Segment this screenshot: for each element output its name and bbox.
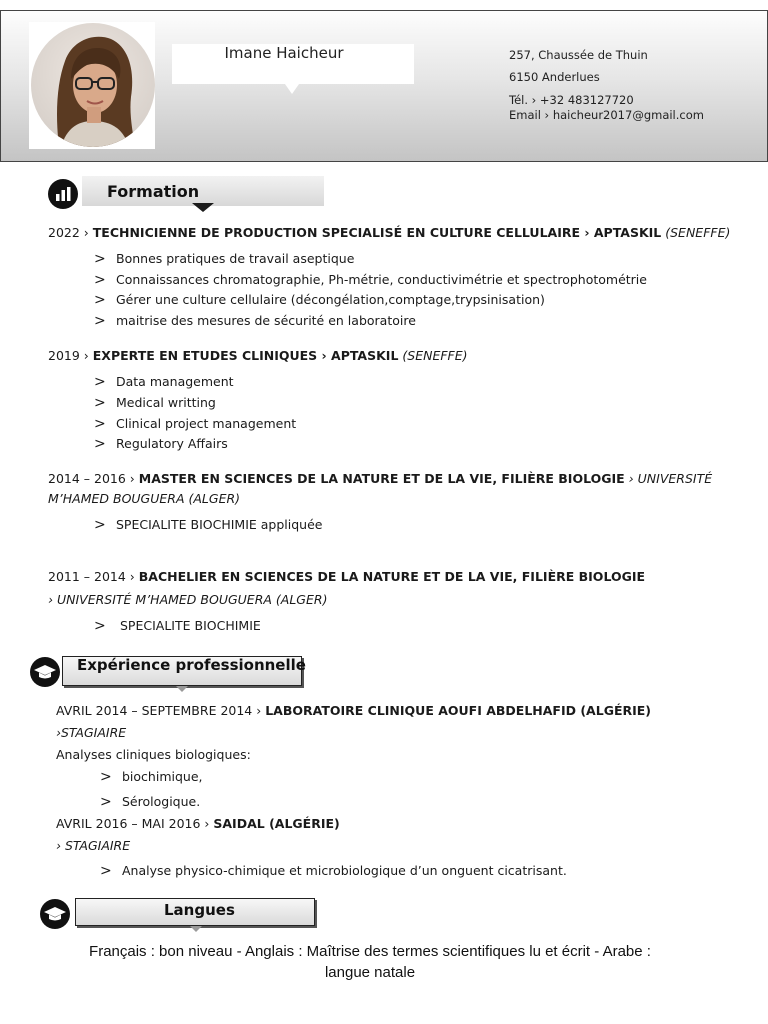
experience-entry-2-role — [56, 838, 130, 853]
entry-title: BACHELIER EN SCIENCES DE LA NATURE ET DE LA VIE, FILIÈRE BIOLOGIE — [138, 569, 646, 584]
formation-banner-pointer — [192, 203, 214, 212]
bullet-arrow-icon: > — [94, 251, 106, 267]
phone-line: Tél. › +32 483127720 — [509, 93, 634, 107]
bullet-arrow-icon: > — [94, 292, 106, 308]
formation-title: Formation — [107, 182, 200, 201]
entry-date: 2019 › — [48, 348, 93, 363]
entry-place: (SENEFFE) — [661, 225, 731, 240]
bullet-arrow-icon: > — [94, 313, 106, 329]
bullet-arrow-icon: > — [100, 794, 112, 810]
profile-photo-frame — [29, 22, 155, 149]
languages-line-2: langue natale — [324, 964, 416, 981]
entry-institution: › UNIVERSITÉ M’HAMED BOUGUERA (ALGER) — [48, 592, 328, 607]
langues-banner-pointer — [190, 926, 202, 932]
formation-entry-4-institution — [48, 592, 327, 607]
entry-institution: M’HAMED BOUGUERA (ALGER) — [48, 491, 241, 506]
formation-entry-4-heading — [48, 569, 645, 584]
full-name: Imane Haicheur — [224, 44, 344, 62]
profile-photo — [31, 23, 155, 147]
entry-date: AVRIL 2016 – MAI 2016 › — [56, 816, 214, 831]
experience-title: Expérience professionnelle — [77, 656, 306, 674]
languages-line-1: Français : bon niveau - Anglais : Maîtrise des termes scientifiques lu et écrit - Arabe : — [89, 943, 651, 960]
list-item: > Connaissances chromatographie, Ph-métrie, conductivimétrie et spectrophotométrie — [94, 272, 647, 288]
list-item: > Gérer une culture cellulaire (décongélation,comptage,trypsinisation) — [94, 292, 545, 308]
bar-chart-icon — [48, 179, 78, 209]
bullet-arrow-icon: > — [100, 863, 112, 879]
experience-entry-2-heading — [56, 816, 340, 831]
list-item: > Clinical project management — [94, 416, 297, 432]
formation-entry-3-institution — [48, 491, 240, 506]
formation-entry-1-heading — [48, 225, 730, 240]
list-item: > Medical writting — [94, 395, 216, 411]
entry-date: 2022 › — [48, 225, 93, 240]
entry-place: (SENEFFE) — [398, 348, 468, 363]
list-item: > SPECIALITE BIOCHIMIE — [94, 618, 261, 634]
graduation-cap-icon — [40, 899, 70, 929]
bullet-arrow-icon: > — [94, 618, 106, 634]
entry-role: ›STAGIAIRE — [56, 725, 127, 740]
formation-entry-2-heading — [48, 348, 468, 363]
bullet-arrow-icon: > — [94, 436, 106, 452]
experience-entry-1-heading — [56, 703, 651, 718]
entry-date: 2011 – 2014 › — [48, 569, 139, 584]
experience-banner-pointer — [176, 686, 188, 692]
list-item: > biochimique, — [100, 769, 203, 785]
city-line: 6150 Anderlues — [509, 70, 600, 84]
list-item: > Bonnes pratiques de travail aseptique — [94, 251, 355, 267]
entry-place: › UNIVERSITÉ — [624, 471, 713, 486]
list-item: > Regulatory Affairs — [94, 436, 228, 452]
list-item: > Data management — [94, 374, 234, 390]
formation-entry-3-heading — [48, 471, 712, 486]
list-item: > Sérologique. — [100, 794, 201, 810]
entry-title: EXPERTE EN ETUDES CLINIQUES › APTASKIL — [92, 348, 399, 363]
experience-entry-1-role — [56, 725, 126, 740]
entry-role: › STAGIAIRE — [56, 838, 131, 853]
graduation-cap-icon — [30, 657, 60, 687]
entry-title: LABORATOIRE CLINIQUE AOUFI ABDELHAFID (ALGÉRIE) — [265, 703, 652, 718]
bullet-arrow-icon: > — [94, 395, 106, 411]
entry-title: TECHNICIENNE DE PRODUCTION SPECIALISÉ EN CULTURE CELLULAIRE › APTASKIL — [92, 225, 662, 240]
langues-title: Langues — [164, 901, 235, 919]
entry-title: SAIDAL (ALGÉRIE) — [213, 816, 340, 831]
bullet-arrow-icon: > — [94, 416, 106, 432]
bullet-arrow-icon: > — [94, 517, 106, 533]
cv-header — [0, 10, 768, 162]
list-item: > SPECIALITE BIOCHIMIE appliquée — [94, 517, 323, 533]
list-item: > maitrise des mesures de sécurité en laboratoire — [94, 313, 416, 329]
email-line: Email › haicheur2017@gmail.com — [509, 108, 704, 122]
experience-entry-1-desc: Analyses cliniques biologiques: — [56, 747, 251, 762]
name-callout — [172, 44, 414, 84]
bullet-arrow-icon: > — [94, 272, 106, 288]
entry-date: AVRIL 2014 – SEPTEMBRE 2014 › — [56, 703, 266, 718]
list-item: > Analyse physico-chimique et microbiologique d’un onguent cicatrisant. — [100, 863, 567, 879]
address-line: 257, Chaussée de Thuin — [509, 48, 648, 62]
entry-date: 2014 – 2016 › — [48, 471, 139, 486]
bullet-arrow-icon: > — [94, 374, 106, 390]
entry-title: MASTER EN SCIENCES DE LA NATURE ET DE LA VIE, FILIÈRE BIOLOGIE — [138, 471, 625, 486]
bullet-arrow-icon: > — [100, 769, 112, 785]
